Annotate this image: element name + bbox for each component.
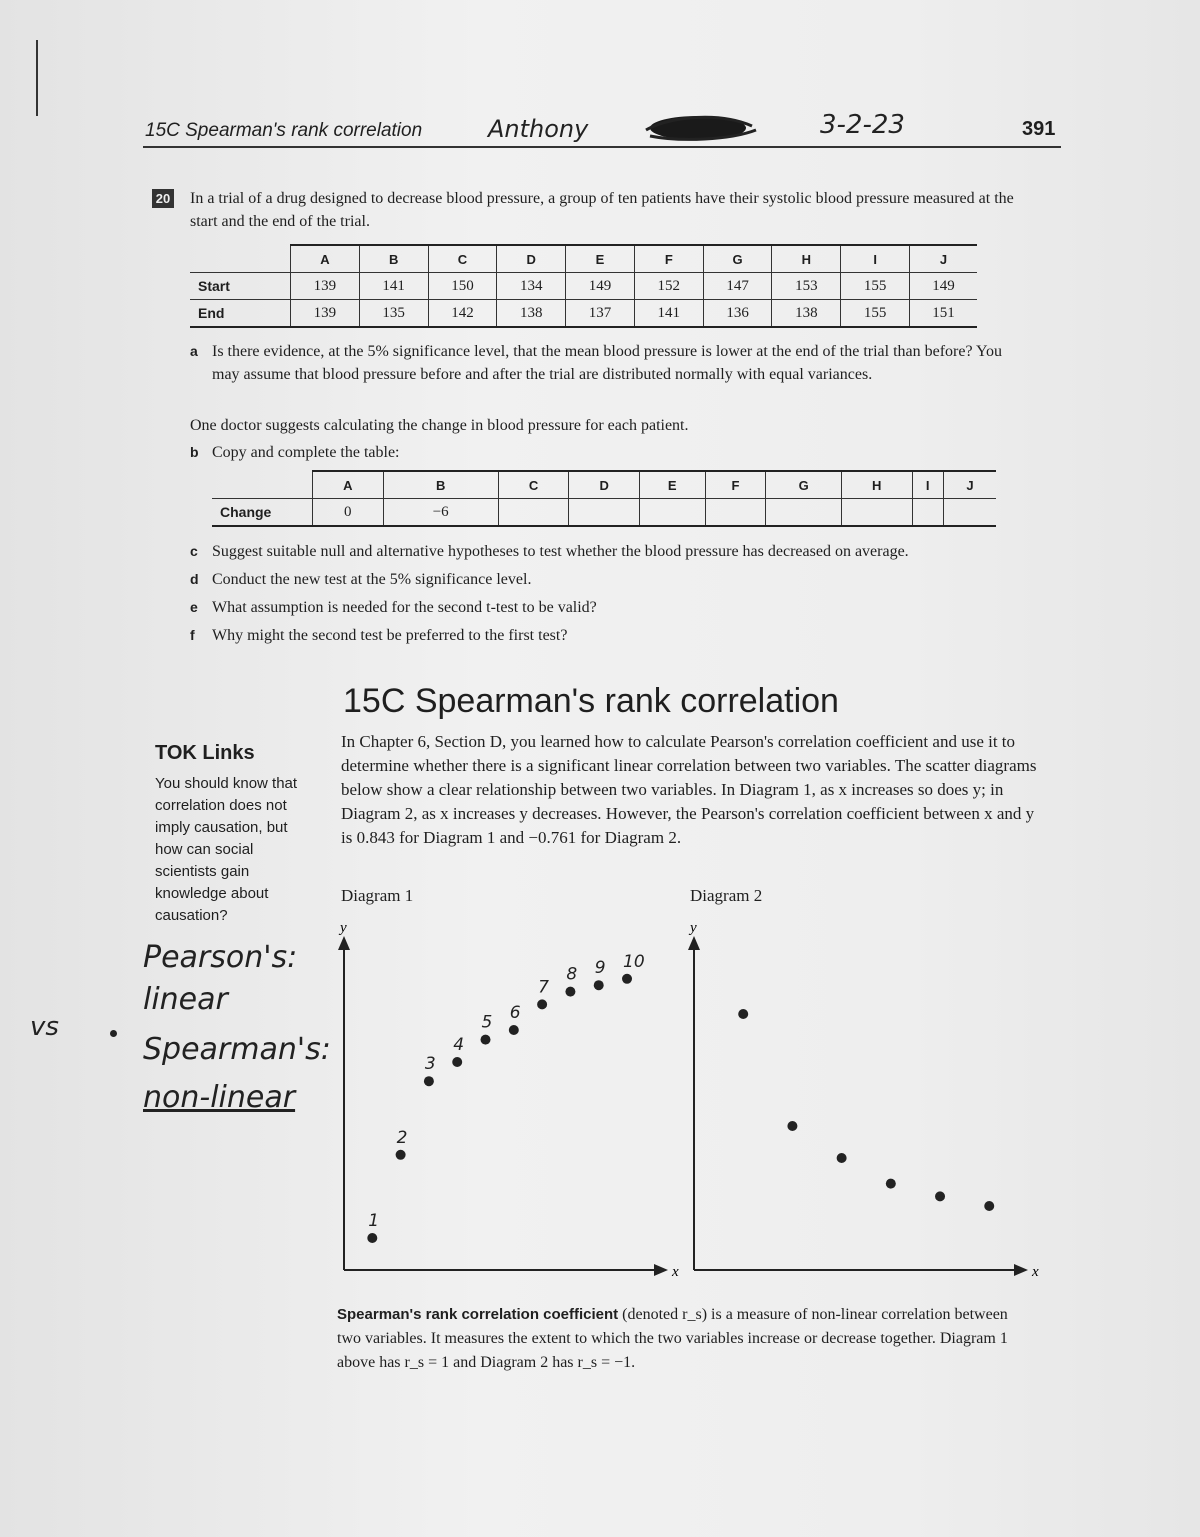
table-cell: 141 xyxy=(359,273,428,300)
table-cell xyxy=(912,499,943,527)
x-axis-label: x xyxy=(1032,1264,1039,1280)
part-letter: e xyxy=(190,599,198,615)
running-header-title: 15C Spearman's rank correlation xyxy=(145,120,423,141)
table-header-row xyxy=(212,471,996,499)
point-annotation: 7 xyxy=(538,977,549,998)
header-rule xyxy=(143,146,1061,148)
col-header: H xyxy=(841,471,912,499)
y-axis-label: y xyxy=(690,920,697,936)
note-non-linear: non-linear xyxy=(143,1080,296,1115)
table-cell: 138 xyxy=(772,300,841,328)
table-cell: 0 xyxy=(313,499,384,527)
part-text: Why might the second test be preferred to the first test? xyxy=(212,627,568,644)
note-spearmans: Spearman's: xyxy=(143,1032,331,1067)
y-axis-arrow xyxy=(338,936,350,950)
data-point xyxy=(537,999,547,1009)
col-header: A xyxy=(291,245,360,273)
x-axis-arrow xyxy=(654,1264,668,1276)
col-header: J xyxy=(943,471,996,499)
point-annotation: 2 xyxy=(396,1127,408,1148)
table-cell: 136 xyxy=(703,300,772,328)
table-row xyxy=(212,499,996,527)
col-header: F xyxy=(634,245,703,273)
col-header: D xyxy=(569,471,640,499)
table-row xyxy=(190,273,977,300)
data-point xyxy=(452,1057,462,1067)
blood-pressure-table xyxy=(190,244,977,328)
table-cell: 155 xyxy=(841,273,910,300)
data-point xyxy=(787,1121,797,1131)
y-axis-label: y xyxy=(340,920,347,936)
table-cell xyxy=(943,499,996,527)
definition-term: Spearman's rank correlation coefficient xyxy=(337,1306,619,1323)
data-point xyxy=(367,1233,377,1243)
table-cell: 135 xyxy=(359,300,428,328)
col-header: D xyxy=(497,245,566,273)
part-letter: a xyxy=(190,343,198,359)
point-annotation: 3 xyxy=(424,1054,436,1075)
table-cell xyxy=(498,499,569,527)
col-header: G xyxy=(703,245,772,273)
question-part-b xyxy=(190,441,400,464)
table-cell: −6 xyxy=(383,499,498,527)
corner-cell xyxy=(212,471,313,499)
table-cell: 147 xyxy=(703,273,772,300)
part-letter: d xyxy=(190,571,199,587)
part-text: Copy and complete the table: xyxy=(212,444,400,461)
handwritten-name: Anthony xyxy=(488,115,589,143)
col-header: F xyxy=(705,471,766,499)
table-cell: 139 xyxy=(291,273,360,300)
definition-text: (denoted r_s) is a measure of non-linear correlation between two variables. It measures the extent to which the two variables increase or decrease together. Diagram 1 above has r_s = 1 and Diagram 2 has r_s = −1. xyxy=(337,1306,1008,1371)
definition-box xyxy=(337,1303,1027,1375)
tok-heading: TOK Links xyxy=(155,742,255,764)
table-row xyxy=(190,300,977,328)
col-header: E xyxy=(639,471,705,499)
table-cell: 138 xyxy=(497,300,566,328)
part-text: What assumption is needed for the second t-test to be valid? xyxy=(212,599,597,616)
margin-dot xyxy=(110,1030,117,1037)
point-annotation: 1 xyxy=(368,1211,380,1231)
part-text: Conduct the new test at the 5% significance level. xyxy=(212,571,532,588)
point-annotation: 6 xyxy=(509,1003,521,1023)
col-header: C xyxy=(428,245,497,273)
table-cell: 149 xyxy=(910,273,977,300)
data-point xyxy=(481,1035,491,1045)
question-part-e xyxy=(190,596,597,619)
tok-body: You should know that correlation does not imply causation, but how can social scientists gain knowledge about causation? xyxy=(155,775,298,924)
table-cell xyxy=(569,499,640,527)
table-cell: 150 xyxy=(428,273,497,300)
point-annotation: 9 xyxy=(594,958,606,979)
question-number: 20 xyxy=(152,189,174,208)
table-cell: 141 xyxy=(634,300,703,328)
change-table xyxy=(212,470,996,527)
diagram-2-label: Diagram 2 xyxy=(690,886,763,905)
question-part-c xyxy=(190,540,909,563)
margin-pen-mark xyxy=(36,40,38,116)
data-point xyxy=(565,987,575,997)
table-cell xyxy=(766,499,842,527)
table-cell xyxy=(639,499,705,527)
col-header: G xyxy=(766,471,842,499)
note-linear: linear xyxy=(143,982,228,1017)
col-header: B xyxy=(359,245,428,273)
x-axis-label: x xyxy=(672,1264,679,1280)
part-text: Suggest suitable null and alternative hypotheses to test whether the blood pressure has decreased on average. xyxy=(212,543,909,560)
table-cell: 155 xyxy=(841,300,910,328)
section-body: In Chapter 6, Section D, you learned how to calculate Pearson's correlation coefficient and use it to determine whether there is a significant linear correlation between two variables. The scatter diagrams below show a clear relationship between two variables. In Diagram 1, as x increases so does y; in Diagram 2, as x increases y decreases. However, the Pearson's correlation coefficient between x and y is 0.843 for Diagram 1 and −0.761 for Diagram 2. xyxy=(341,732,1037,847)
data-point xyxy=(424,1076,434,1086)
data-point xyxy=(935,1191,945,1201)
note-vs: vs xyxy=(30,1012,59,1042)
col-header: B xyxy=(383,471,498,499)
table-cell: 152 xyxy=(634,273,703,300)
data-point xyxy=(738,1009,748,1019)
data-point xyxy=(509,1025,519,1035)
diagram-1-label: Diagram 1 xyxy=(341,886,414,905)
table-cell: 151 xyxy=(910,300,977,328)
data-point xyxy=(886,1179,896,1189)
question-part-d xyxy=(190,568,531,591)
handwritten-date: 3-2-23 xyxy=(820,110,905,140)
col-header: E xyxy=(566,245,635,273)
table-cell: 137 xyxy=(566,300,635,328)
table-cell xyxy=(841,499,912,527)
scribble-redaction xyxy=(640,108,760,148)
note-pearsons: Pearson's: xyxy=(143,940,298,975)
point-annotation: 5 xyxy=(481,1012,493,1033)
scatter-diagram-1 xyxy=(330,920,680,1290)
part-text: Is there evidence, at the 5% significance level, that the mean blood pressure is lower at the end of the trial than before? You may assume that blood pressure before and after the trial are distributed normally with equal variances. xyxy=(212,343,1002,383)
point-annotation: 8 xyxy=(566,964,578,985)
row-header: End xyxy=(190,300,291,328)
table-header-row xyxy=(190,245,977,273)
corner-cell xyxy=(190,245,291,273)
scatter-diagram-2 xyxy=(680,920,1050,1290)
part-letter: f xyxy=(190,627,195,643)
data-point xyxy=(837,1153,847,1163)
col-header: J xyxy=(910,245,977,273)
data-point xyxy=(396,1150,406,1160)
x-axis-arrow xyxy=(1014,1264,1028,1276)
question-part-a xyxy=(190,340,1010,386)
page-number: 391 xyxy=(1022,118,1056,140)
col-header: I xyxy=(912,471,943,499)
y-axis-arrow xyxy=(688,936,700,950)
col-header: H xyxy=(772,245,841,273)
part-letter: b xyxy=(190,444,199,460)
data-point xyxy=(984,1201,994,1211)
section-title: 15C Spearman's rank correlation xyxy=(343,682,839,720)
data-point xyxy=(594,980,604,990)
table-cell: 149 xyxy=(566,273,635,300)
table-cell: 134 xyxy=(497,273,566,300)
col-header: A xyxy=(313,471,384,499)
col-header: C xyxy=(498,471,569,499)
table-cell: 139 xyxy=(291,300,360,328)
table-cell: 153 xyxy=(772,273,841,300)
doctor-suggestion: One doctor suggests calculating the change in blood pressure for each patient. xyxy=(190,417,689,434)
point-annotation: 10 xyxy=(623,951,645,972)
part-letter: c xyxy=(190,543,198,559)
point-annotation: 4 xyxy=(453,1035,465,1055)
data-point xyxy=(622,974,632,984)
question-intro: In a trial of a drug designed to decrease blood pressure, a group of ten patients have their systolic blood pressure measured at the start and the end of the trial. xyxy=(190,190,1014,230)
table-cell: 142 xyxy=(428,300,497,328)
row-header: Change xyxy=(212,499,313,527)
question-part-f xyxy=(190,624,567,647)
row-header: Start xyxy=(190,273,291,300)
col-header: I xyxy=(841,245,910,273)
table-cell xyxy=(705,499,766,527)
